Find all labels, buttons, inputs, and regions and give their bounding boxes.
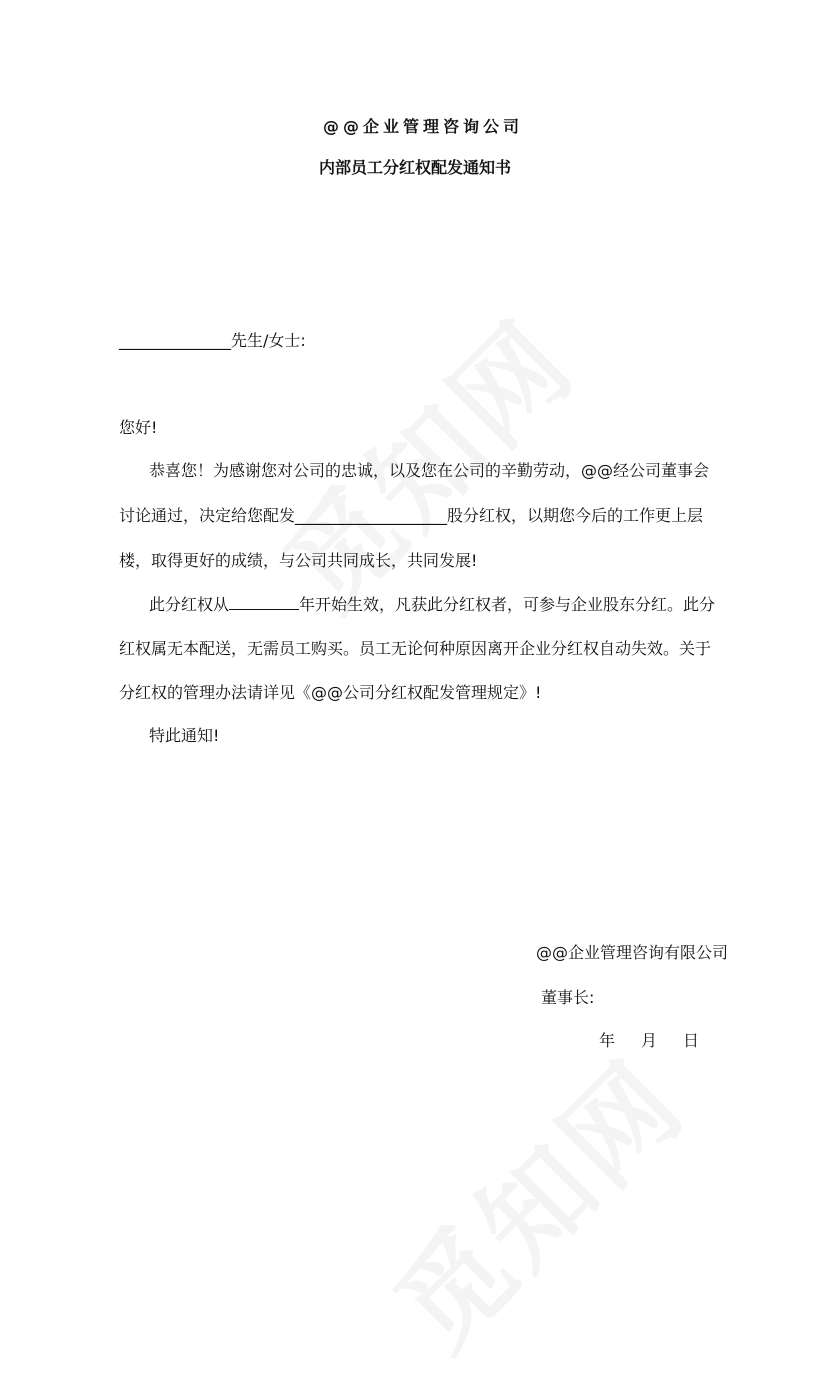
paragraph-2-line-2: 红权属无本配送，无需员工购买。员工无论何种原因离开企业分红权自动失效。关于 — [119, 639, 712, 658]
date-year-label: 年 — [599, 1031, 616, 1050]
watermark — [355, 1020, 713, 1378]
text-segment: 年开始生效，凡获此分红权者，可参与企业股东分红。此分 — [299, 595, 716, 614]
signature-chairman: 董事长: — [541, 988, 595, 1007]
paragraph-1-line-3: 楼，取得更好的成绩，与公司共同成长，共同发展! — [119, 551, 478, 570]
recipient-name-blank: ______________ — [119, 331, 231, 350]
paragraph-2-line-3: 分红权的管理办法请详见《@@公司分红权配发管理规定》! — [119, 683, 542, 702]
signature-company: @@企业管理咨询有限公司 — [536, 943, 729, 962]
year-blank — [229, 595, 299, 610]
text-segment: 股分红权，以期您今后的工作更上层 — [447, 506, 704, 525]
company-title: @@企业管理咨询公司 — [322, 117, 523, 136]
paragraph-2-line-1 — [149, 594, 715, 616]
greeting: 您好! — [119, 418, 158, 437]
salutation — [119, 330, 306, 352]
paragraph-1-line-2 — [119, 505, 703, 527]
shares-blank: ___________________ — [295, 506, 448, 525]
date-month-label: 月 — [641, 1031, 658, 1050]
paragraph-1-line-1: 恭喜您！为感谢您对公司的忠诚，以及您在公司的辛勤劳动，@@经公司董事会 — [149, 461, 710, 480]
document-title: 内部员工分红权配发通知书 — [318, 158, 511, 177]
closing: 特此通知! — [149, 726, 220, 745]
salutation-suffix: 先生/女士: — [231, 331, 306, 350]
text-segment: 讨论通过，决定给您配发 — [119, 506, 296, 525]
text-segment: 此分红权从 — [149, 595, 230, 614]
date-day-label: 日 — [683, 1031, 700, 1050]
